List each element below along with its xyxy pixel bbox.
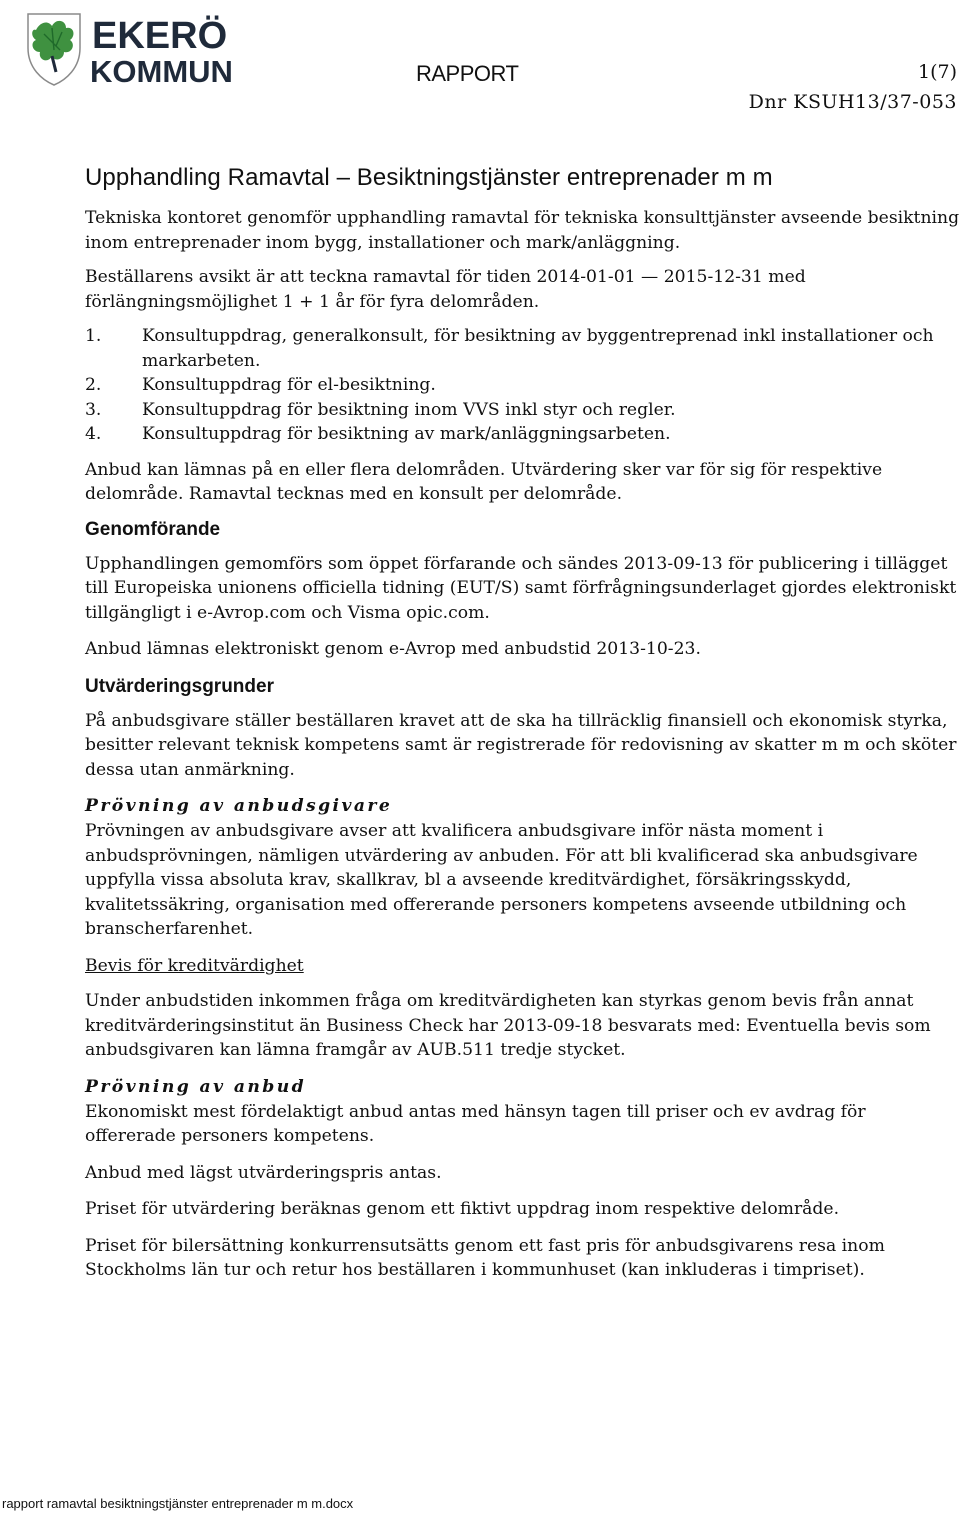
- list-item-number: 1.: [85, 326, 102, 346]
- list-item-text: Konsultuppdrag, generalkonsult, för besiktning av byggentreprenad inkl installationer och markarbeten.: [142, 326, 934, 371]
- ekero-kommun-logo: [26, 10, 246, 86]
- subarea-list: [85, 324, 960, 447]
- list-item-text: Konsultuppdrag för besiktning av mark/anläggningsarbeten.: [142, 424, 671, 444]
- logo-text-kommun: KOMMUN: [90, 54, 233, 86]
- heading-bevis-kreditvardighet: Bevis för kreditvärdighet: [85, 955, 304, 976]
- report-label: RAPPORT: [416, 61, 519, 86]
- list-item: [85, 373, 960, 398]
- bevis-paragraph: Under anbudstiden inkommen fråga om kreditvärdigheten kan styrkas genom bevis från annat kreditvärderingsinstitut än Business Check har 2013-09-18 besvarats med: Eventuella bevis som anbudsgivaren kan lämna framgår av AUB.511 tredje stycket.: [85, 991, 931, 1060]
- intro-paragraph: Tekniska kontoret genomför upphandling ramavtal för tekniska konsulttjänster avseende besiktning inom entreprenader inom bygg, installationer och mark/anläggning.: [85, 208, 960, 253]
- list-item-number: 4.: [85, 424, 102, 444]
- heading-utvarderingsgrunder: Utvärderingsgrunder: [85, 675, 274, 697]
- diary-number: Dnr KSUH13/37-053: [748, 91, 957, 113]
- provning-anbud-paragraph-3: Priset för utvärdering beräknas genom ett fiktivt uppdrag inom respektive delområde.: [85, 1199, 840, 1219]
- heading-genomforande: Genomförande: [85, 518, 221, 540]
- document-title: Upphandling Ramavtal – Besiktningstjänster entreprenader m m: [85, 164, 773, 191]
- list-item: [85, 398, 960, 423]
- logo-graphic: [26, 10, 246, 86]
- provning-anbud-paragraph-2: Anbud med lägst utvärderingspris antas.: [85, 1162, 442, 1183]
- utvardering-paragraph: På anbudsgivare ställer beställaren kravet att de ska ha tillräcklig finansiell och ekonomisk styrka, besitter relevant teknisk kompetens samt är registrerade för redovisning av skatter m m och sköter dessa utan anmärkning.: [85, 710, 957, 780]
- list-item-text: Konsultuppdrag för besiktning inom VVS inkl styr och regler.: [142, 399, 676, 420]
- logo-text-ekero: EKERÖ: [92, 15, 228, 57]
- list-item-text: Konsultuppdrag för el-besiktning.: [142, 375, 436, 395]
- bids-note-paragraph: Anbud kan lämnas på en eller flera delområden. Utvärdering sker var för sig för respektive delområde. Ramavtal tecknas med en konsult per delområde.: [85, 459, 883, 504]
- list-item: [85, 324, 960, 373]
- heading-provning-anbudsgivare: Prövning av anbudsgivare: [85, 796, 393, 816]
- provning-anbud-paragraph-1: Ekonomiskt mest fördelaktigt anbud antas med hänsyn tagen till priser och ev avdrag för offererade personers kompetens.: [85, 1101, 866, 1146]
- provning-anbud-paragraph-4: Priset för bilersättning konkurrensutsätts genom ett fast pris för anbudsgivarens resa inom Stockholms län tur och retur hos beställaren i kommunhuset (kan inkluderas i timpriset).: [85, 1235, 885, 1280]
- page-number: 1(7): [917, 61, 957, 83]
- list-item-number: 2.: [85, 375, 102, 395]
- genomforande-paragraph-1: Upphandlingen gemomförs som öppet förfarande och sändes 2013-09-13 för publicering i tillägget till Europeiska unionens officiella tidning (EUT/S) samt förfrågningsunderlaget gjordes elektroniskt tillgängligt i e-Avrop.com och Visma opic.com.: [85, 553, 957, 623]
- intent-paragraph: Beställarens avsikt är att teckna ramavtal för tiden 2014-01-01 — 2015-12-31 med förlängningsmöjlighet 1 + 1 år för fyra delområden.: [85, 267, 806, 312]
- provning-anbudsgivare-paragraph: Prövningen av anbudsgivare avser att kvalificera anbudsgivare inför nästa moment i anbudsprövningen, nämligen utvärdering av anbuden. För att bli kvalificerad ska anbudsgivare uppfylla vissa absoluta krav, skallkrav, bl a avseende kreditvärdighet, försäkringsskydd, kvalitetssäkring, organisation med offererande personers kompetens avseende utbildning och branscherfarenhet.: [85, 821, 918, 939]
- footer-filename: rapport ramavtal besiktningstjänster entreprenader m m.docx: [2, 1496, 354, 1511]
- genomforande-paragraph-2: Anbud lämnas elektroniskt genom e-Avrop med anbudstid 2013-10-23.: [85, 639, 701, 659]
- heading-provning-anbud: Prövning av anbud: [85, 1076, 307, 1097]
- document-body: [85, 162, 960, 1295]
- list-item: [85, 422, 960, 447]
- list-item-number: 3.: [85, 399, 102, 420]
